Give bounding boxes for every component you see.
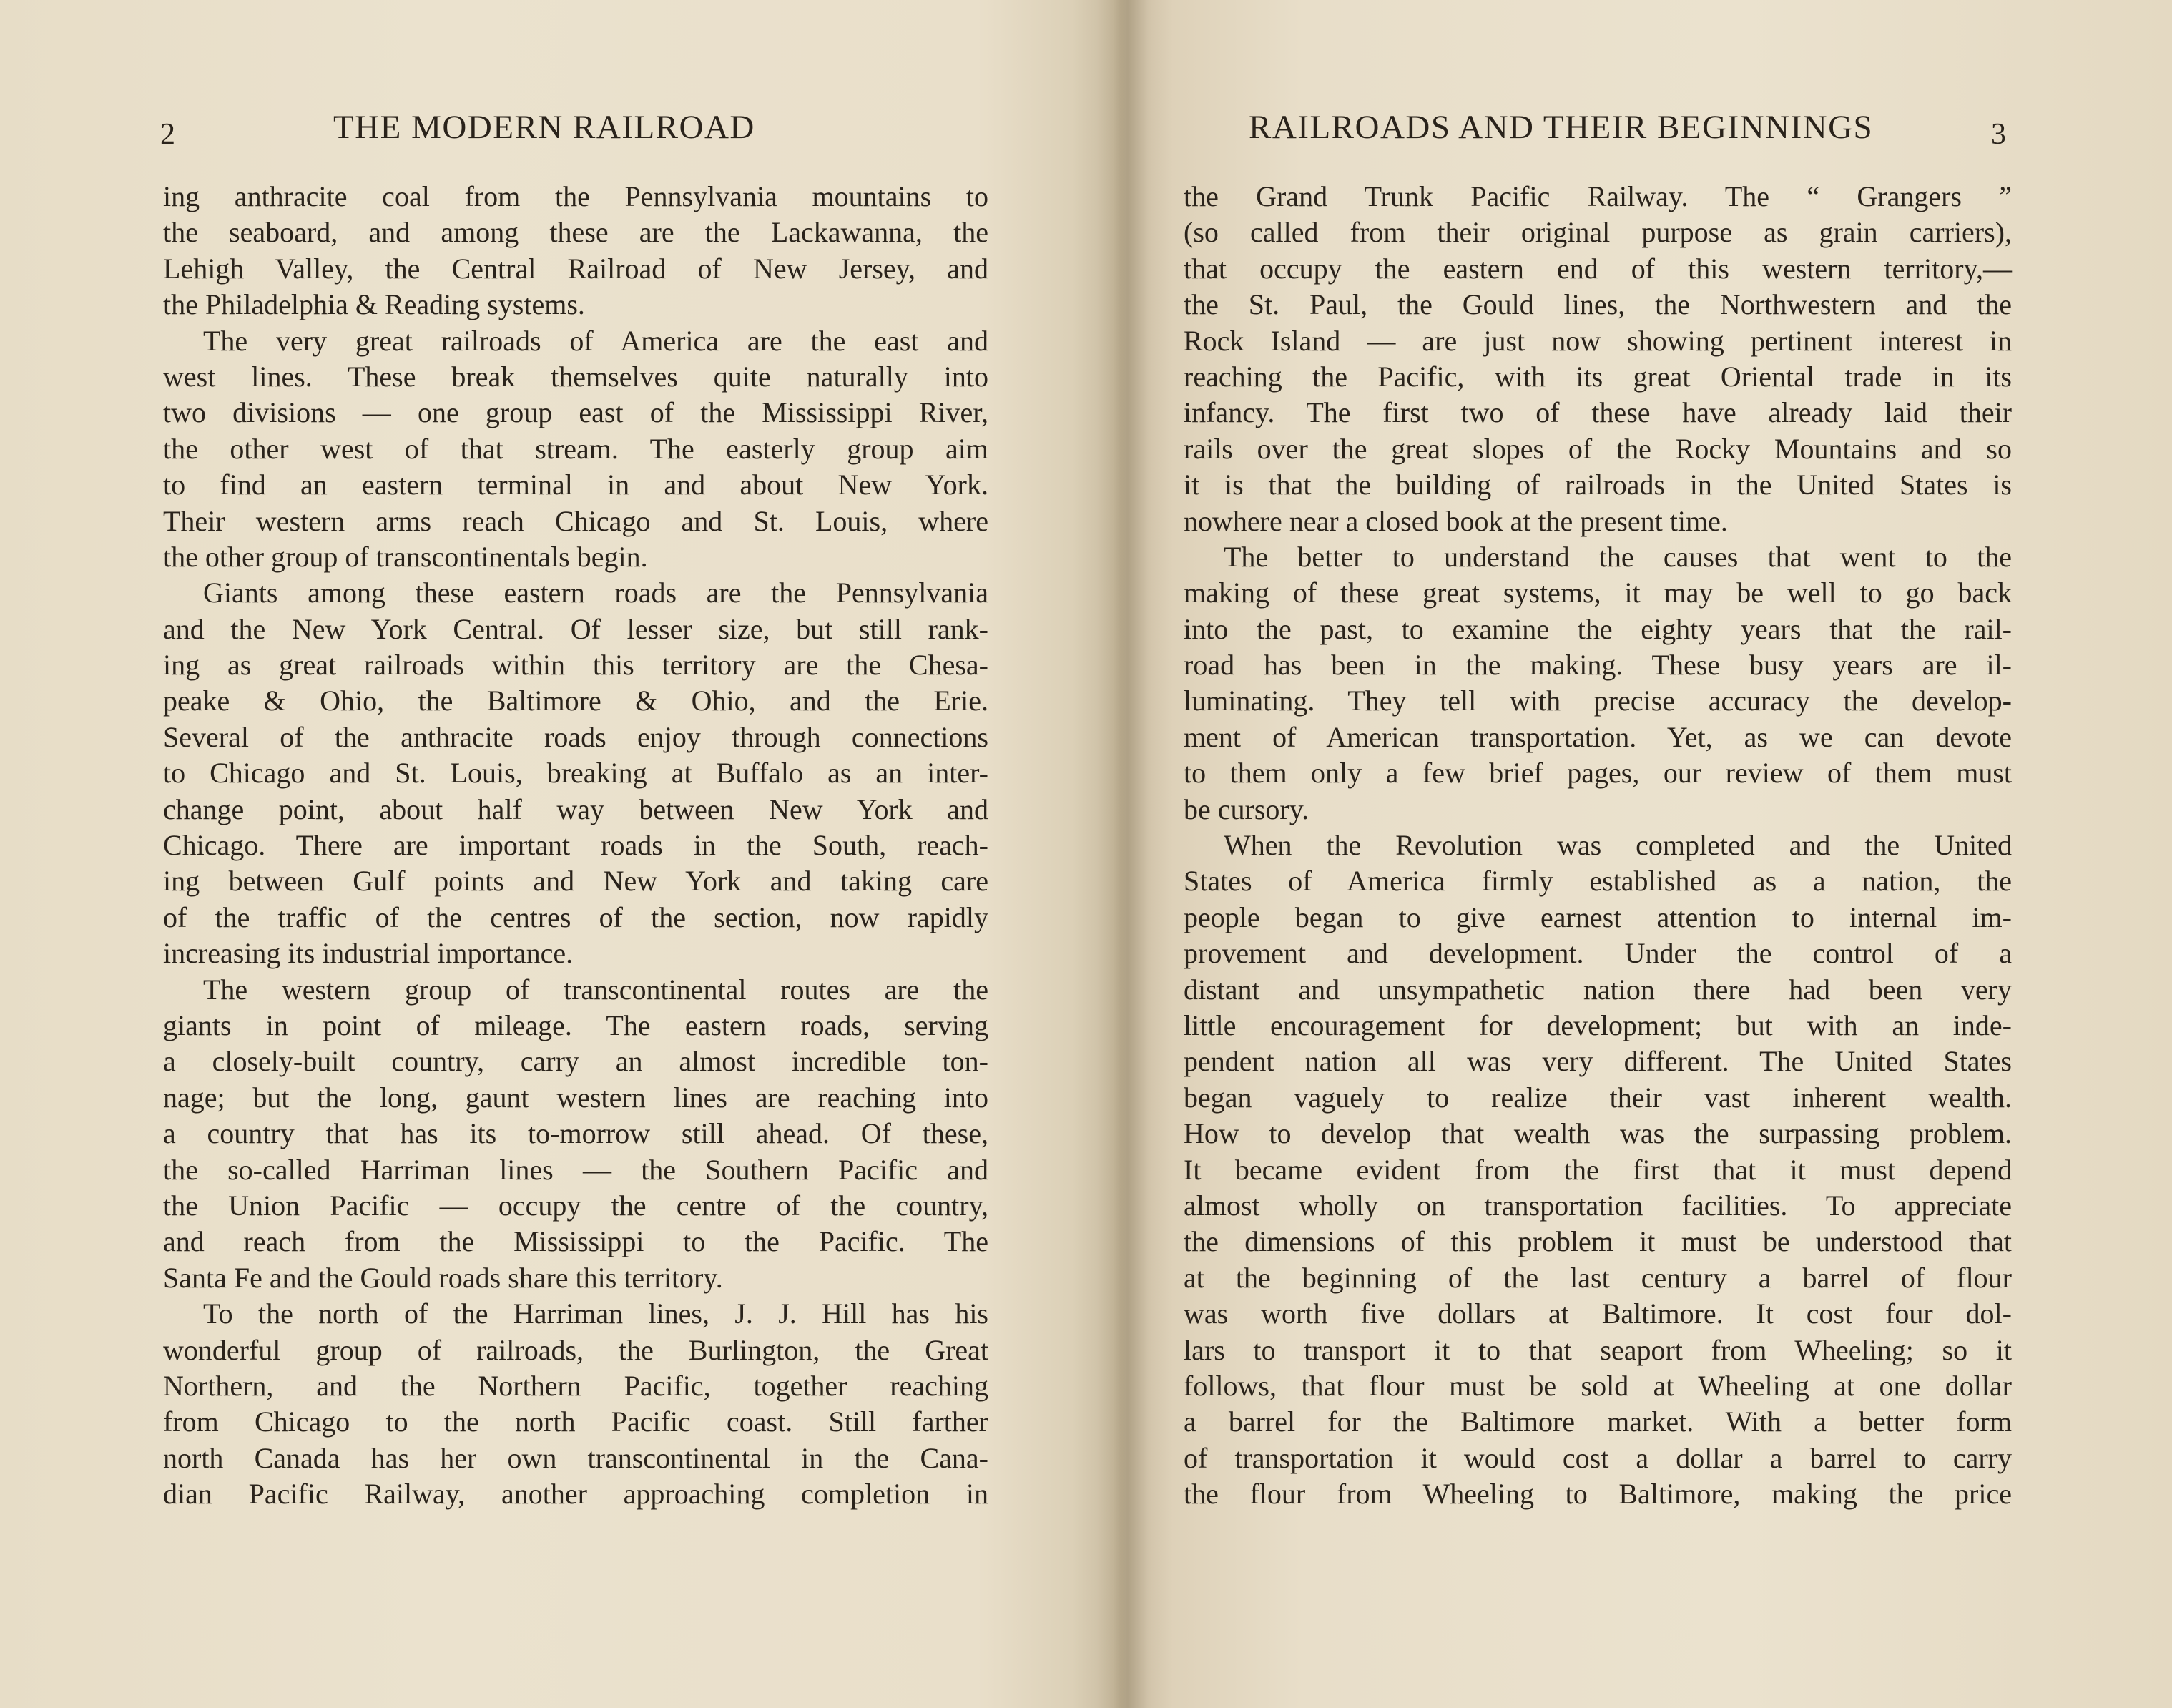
text-line: people began to give earnest attention to internal im- — [1184, 900, 2012, 933]
text-line: Chicago. There are important roads in the South, reach- — [163, 829, 988, 862]
text-line: a country that has its to-morrow still ahead. Of these, — [163, 1117, 988, 1150]
text-line: pendent nation all was very different. The United States — [1184, 1045, 2012, 1078]
text-line: that occupy the eastern end of this western territory,— — [1184, 252, 2012, 285]
text-line: ment of American transportation. Yet, as we can devote — [1184, 720, 2012, 753]
text-line: dian Pacific Railway, another approaching completion in — [163, 1478, 988, 1511]
text-line: The better to understand the causes that went to the — [1224, 540, 2012, 573]
text-line: provement and development. Under the control of a — [1184, 937, 2012, 970]
text-line: from Chicago to the north Pacific coast. Still farther — [163, 1405, 988, 1438]
text-line: the Union Pacific — occupy the centre of the country, — [163, 1189, 988, 1222]
text-line: the dimensions of this problem it must be understood that — [1184, 1225, 2012, 1258]
text-line: follows, that flour must be sold at Wheeling at one dollar — [1184, 1369, 2012, 1402]
text-line: It became evident from the first that it must depend — [1184, 1153, 2012, 1186]
text-line: of transportation it would cost a dollar a barrel to carry — [1184, 1441, 2012, 1474]
text-line: the St. Paul, the Gould lines, the Northwestern and the — [1184, 288, 2012, 321]
text-line: making of these great systems, it may be well to go back — [1184, 576, 2012, 609]
text-line: of the traffic of the centres of the section, now rapidly — [163, 900, 988, 933]
text-line: the Philadelphia & Reading systems. — [163, 288, 585, 321]
text-line: at the beginning of the last century a barrel of flour — [1184, 1261, 2012, 1294]
text-line: Lehigh Valley, the Central Railroad of New Jersey, and — [163, 252, 988, 285]
text-line: was worth five dollars at Baltimore. It cost four dol- — [1184, 1297, 2012, 1330]
text-line: nowhere near a closed book at the present time. — [1184, 504, 1728, 537]
running-head-right: RAILROADS AND THEIR BEGINNINGS — [1249, 109, 1874, 146]
text-line: To the north of the Harriman lines, J. J. Hill has his — [203, 1297, 988, 1330]
text-line: ing as great railroads within this territory are the Chesa- — [163, 649, 988, 682]
text-line: rails over the great slopes of the Rocky Mountains and so — [1184, 432, 2012, 465]
text-line: the flour from Wheeling to Baltimore, making the price — [1184, 1478, 2012, 1511]
text-line: nage; but the long, gaunt western lines are reaching into — [163, 1081, 988, 1114]
text-line: to Chicago and St. Louis, breaking at Buffalo as an inter- — [163, 757, 988, 790]
text-line: a barrel for the Baltimore market. With a better form — [1184, 1405, 2012, 1438]
text-line: be cursory. — [1184, 792, 1309, 825]
text-line: reaching the Pacific, with its great Oriental trade in its — [1184, 360, 2012, 393]
text-line: north Canada has her own transcontinental in the Cana- — [163, 1441, 988, 1474]
text-line: The western group of transcontinental routes are the — [203, 973, 988, 1006]
book-gutter — [1073, 0, 1173, 1708]
text-line: How to develop that wealth was the surpassing problem. — [1184, 1117, 2012, 1150]
text-line: wonderful group of railroads, the Burlington, the Great — [163, 1333, 988, 1366]
text-line: giants in point of mileage. The eastern roads, serving — [163, 1008, 988, 1041]
text-line: west lines. These break themselves quite naturally into — [163, 360, 988, 393]
text-line: began vaguely to realize their vast inherent wealth. — [1184, 1081, 2012, 1114]
text-line: increasing its industrial importance. — [163, 937, 574, 970]
text-line: two divisions — one group east of the Mississippi River, — [163, 396, 988, 429]
left-page — [0, 0, 1073, 1708]
left-page-body — [163, 179, 988, 1512]
text-line: the other west of that stream. The easterly group aim — [163, 432, 988, 465]
page-number-right: 3 — [1991, 118, 2006, 151]
text-line: change point, about half way between New York and — [163, 792, 988, 825]
text-line: The very great railroads of America are the east and — [203, 324, 988, 357]
text-line: the other group of transcontinentals begin. — [163, 540, 648, 573]
text-line: Rock Island — are just now showing pertinent interest in — [1184, 324, 2012, 357]
text-line: Several of the anthracite roads enjoy through connections — [163, 720, 988, 753]
text-line: (so called from their original purpose as grain carriers), — [1184, 216, 2012, 249]
text-line: lars to transport it to that seaport from Wheeling; so it — [1184, 1333, 2012, 1366]
right-page-body — [1184, 179, 2012, 1512]
text-line: a closely-built country, carry an almost incredible ton- — [163, 1045, 988, 1078]
text-line: luminating. They tell with precise accuracy the develop- — [1184, 684, 2012, 717]
text-line: the seaboard, and among these are the Lackawanna, the — [163, 216, 988, 249]
text-line: Giants among these eastern roads are the Pennsylvania — [203, 576, 988, 609]
text-line: and reach from the Mississippi to the Pacific. The — [163, 1225, 988, 1258]
text-line: and the New York Central. Of lesser size, but still rank- — [163, 612, 988, 645]
text-line: to them only a few brief pages, our review of them must — [1184, 757, 2012, 790]
page-number-left: 2 — [160, 118, 175, 151]
text-line: ing between Gulf points and New York and taking care — [163, 865, 988, 898]
text-line: road has been in the making. These busy years are il- — [1184, 649, 2012, 682]
text-line: When the Revolution was completed and the United — [1224, 829, 2012, 862]
right-page — [1173, 0, 2172, 1708]
text-line: the so-called Harriman lines — the Southern Pacific and — [163, 1153, 988, 1186]
text-line: States of America firmly established as a nation, the — [1184, 865, 2012, 898]
text-line: it is that the building of railroads in the United States is — [1184, 468, 2012, 501]
text-line: distant and unsympathetic nation there had been very — [1184, 973, 2012, 1006]
text-line: infancy. The first two of these have already laid their — [1184, 396, 2012, 429]
text-line: Northern, and the Northern Pacific, together reaching — [163, 1369, 988, 1402]
text-line: Their western arms reach Chicago and St. Louis, where — [163, 504, 988, 537]
text-line: almost wholly on transportation facilities. To appreciate — [1184, 1189, 2012, 1222]
text-line: into the past, to examine the eighty years that the rail- — [1184, 612, 2012, 645]
text-line: ing anthracite coal from the Pennsylvania mountains to — [163, 180, 988, 212]
text-line: little encouragement for development; but with an inde- — [1184, 1008, 2012, 1041]
running-head-left: THE MODERN RAILROAD — [333, 109, 755, 146]
text-line: Santa Fe and the Gould roads share this territory. — [163, 1261, 723, 1294]
text-line: the Grand Trunk Pacific Railway. The “ Grangers ” — [1184, 180, 2012, 212]
text-line: peake & Ohio, the Baltimore & Ohio, and the Erie. — [163, 684, 988, 717]
text-line: to find an eastern terminal in and about New York. — [163, 468, 988, 501]
